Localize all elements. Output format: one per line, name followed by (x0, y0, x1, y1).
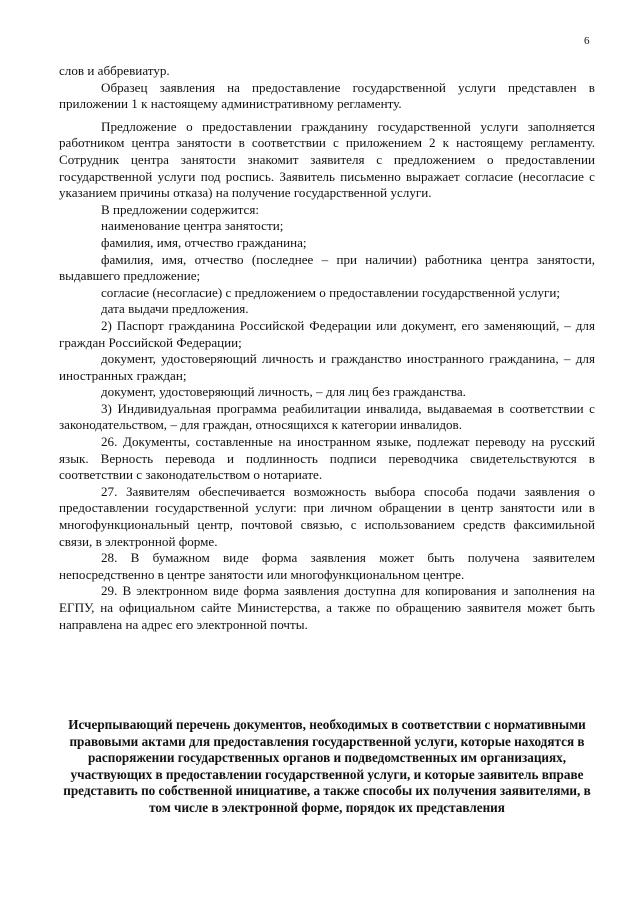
paragraph-foreign-id: документ, удостоверяющий личность и гражданство иностранного гражданина, – для иностранных граждан; (59, 351, 595, 383)
paragraph-service-offer: Предложение о предоставлении гражданину государственной услуги заполняется работником центра занятости в соответствии с приложением 2 к настоящему регламенту. Сотрудник центра занятости знакомит заявителя с предложением о предоставлении государственной услуги под роспись. Заявитель письменно выражает согласие (несогласие с указанием причины отказа) на получение государственной услуги. (59, 118, 595, 201)
paragraph-application-sample: Образец заявления на предоставление государственной услуги представлен в приложении 1 к настоящему административному регламенту. (59, 79, 595, 112)
section-heading: Исчерпывающий перечень документов, необходимых в соответствии с нормативными правовыми актами для предоставления государственной услуги, которые находятся в распоряжении государственных органов и подведомственных им организациях, участвующих в предоставлении государственной услуги, и которые заявитель вправе представить по собственной инициативе, а также способы их получения заявителями, в том числе в электронной форме, порядок их представления (63, 717, 591, 815)
paragraph-item-26: 26. Документы, составленные на иностранном языке, подлежат переводу на русский язык. Верность перевода и подлинность подписи переводчика свидетельствуются в соответствии с законодательством о нотариате. (59, 434, 595, 483)
document-body (59, 63, 595, 633)
paragraph-rehabilitation-program: 3) Индивидуальная программа реабилитации инвалида, выдаваемая в соответствии с законодательством, – для граждан, относящихся к категории инвалидов. (59, 400, 595, 433)
list-item-consent: согласие (несогласие) с предложением о предоставлении государственной услуги; (101, 284, 561, 300)
paragraph-offer-contents-intro: В предложении содержится: (101, 201, 260, 217)
list-item-issue-date: дата выдачи предложения. (101, 301, 249, 317)
paragraph-item-27: 27. Заявителям обеспечивается возможность выбора способа подачи заявления о предоставлении государственной услуги: при личном обращении в центр занятости или в многофункциональный центр, почтовой связью, с использованием средств факсимильной связи, в электронной форме. (59, 483, 595, 549)
paragraph-passport: 2) Паспорт гражданина Российской Федерации или документ, его заменяющий, – для граждан Российской Федерации; (59, 317, 595, 350)
list-item-employee-name: фамилия, имя, отчество (последнее – при наличии) работника центра занятости, выдавшего предложение; (59, 251, 595, 284)
list-item-citizen-name: фамилия, имя, отчество гражданина; (101, 234, 307, 250)
paragraph-item-29: 29. В электронном виде форма заявления доступна для копирования и заполнения на ЕГПУ, на официальном сайте Министерства, а также по обращению заявителя может быть направлена на адрес его электронной почты. (59, 583, 595, 632)
paragraph-item-28: 28. В бумажном виде форма заявления может быть получена заявителем непосредственно в центре занятости или многофункциональном центре. (59, 550, 595, 582)
page-number: 6 (584, 35, 590, 47)
paragraph-continuation: слов и аббревиатур. (59, 63, 170, 78)
paragraph-stateless-id: документ, удостоверяющий личность, – для лиц без гражданства. (101, 384, 466, 400)
list-item-center-name: наименование центра занятости; (101, 218, 284, 234)
